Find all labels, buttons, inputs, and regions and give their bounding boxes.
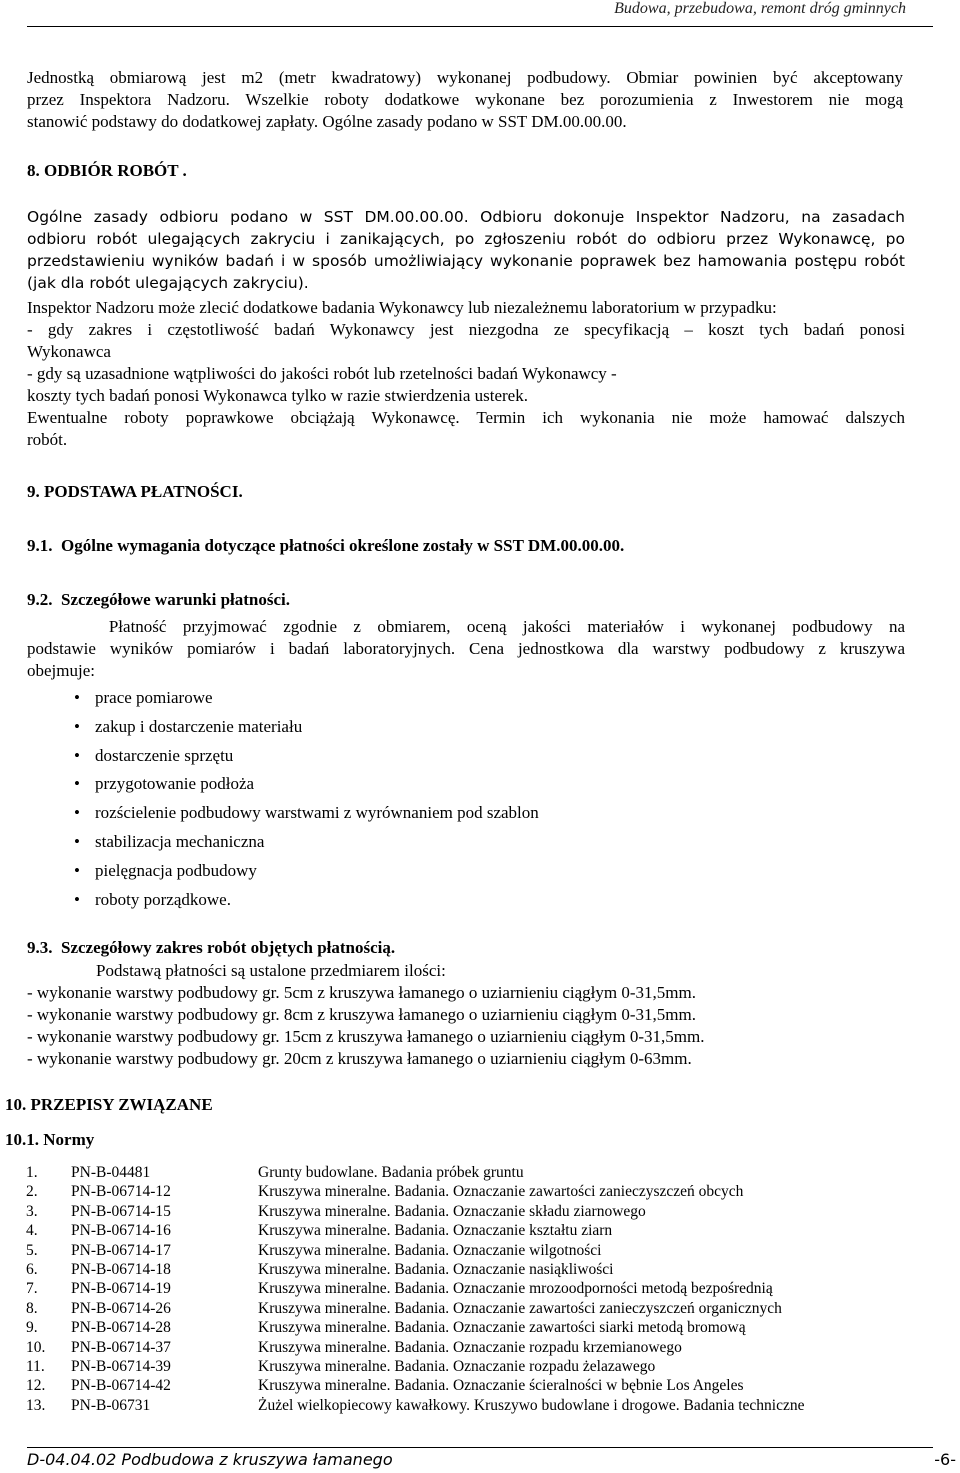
norm-code: PN-B-06714-12 [71, 1183, 171, 1201]
norm-code: PN-B-06731 [71, 1396, 151, 1414]
norm-number: 9. [26, 1319, 38, 1337]
footer-page-number: -6- [934, 1450, 956, 1469]
list-item: • stabilizacja mechaniczna [74, 831, 539, 860]
section-9-3-heading: 9.3. Szczegółowy zakres robót objętych płatnością. [27, 938, 396, 957]
norm-number: 4. [26, 1222, 38, 1240]
section-8-line-1: Ogólne zasady odbioru podano w SST DM.00.00.00. Odbioru dokonuje Inspektor Nadzoru, na zasadach [27, 208, 905, 226]
norm-code: PN-B-06714-16 [71, 1222, 171, 1240]
norm-code: PN-B-06714-39 [71, 1357, 171, 1375]
section-9-1-heading: 9.1. Ogólne wymagania dotyczące płatności określone zostały w SST DM.00.00.00. [27, 536, 625, 555]
norm-number: 12. [26, 1377, 46, 1395]
norm-number: 5. [26, 1241, 38, 1259]
section-9-heading: 9. PODSTAWA PŁATNOŚCI. [27, 482, 243, 501]
norm-number: 10. [26, 1338, 46, 1356]
norm-description: Kruszywa mineralne. Badania. Oznaczanie mrozoodporności metodą bezpośrednią [258, 1280, 773, 1298]
norm-description: Kruszywa mineralne. Badania. Oznaczanie zawartości zanieczyszczeń organicznych [258, 1299, 782, 1317]
section-9-3-item-2: - wykonanie warstwy podbudowy gr. 8cm z kruszywa łamanego o uziarnieniu ciągłym 0-31,5mm. [27, 1005, 696, 1024]
section-9-2-line-3: obejmuje: [27, 661, 95, 680]
section-9-2-line-1: Płatność przyjmować zgodnie z obmiarem, oceną jakości materiałów i wykonanej podbudowy na [27, 617, 905, 636]
norm-description: Żużel wielkopiecowy kawałkowy. Kruszywo budowlane i drogowe. Badania techniczne [258, 1396, 805, 1414]
norm-number: 13. [26, 1396, 46, 1414]
norm-code: PN-B-06714-15 [71, 1202, 171, 1220]
norm-number: 2. [26, 1183, 38, 1201]
norm-description: Kruszywa mineralne. Badania. Oznaczanie składu ziarnowego [258, 1202, 646, 1220]
section-9-3-intro: Podstawą płatności są ustalone przedmiarem ilości: [96, 961, 446, 980]
list-item: • zakup i dostarczenie materiału [74, 716, 539, 745]
footer-document-title: D-04.04.02 Podbudowa z kruszywa łamanego [27, 1450, 393, 1469]
norm-description: Kruszywa mineralne. Badania. Oznaczanie zawartości siarki metodą bromową [258, 1319, 746, 1337]
norm-description: Kruszywa mineralne. Badania. Oznaczanie rozpadu krzemianowego [258, 1338, 682, 1356]
list-item: • roboty porządkowe. [74, 889, 539, 918]
norm-number: 7. [26, 1280, 38, 1298]
payment-scope-list [74, 687, 539, 917]
section-8-heading: 8. ODBIÓR ROBÓT . [27, 161, 187, 180]
page-header-title: Budowa, przebudowa, remont dróg gminnych [614, 0, 906, 17]
norm-code: PN-B-04481 [71, 1164, 151, 1181]
section-8-line-8: - gdy są uzasadnione wątpliwości do jakości robót lub rzetelności badań Wykonawcy - [27, 364, 617, 383]
section-8-line-5: Inspektor Nadzoru może zlecić dodatkowe badania Wykonawcy lub niezależnemu laboratorium w przypadku: [27, 298, 777, 317]
list-item: • dostarczenie sprzętu [74, 745, 539, 774]
footer-divider [27, 1447, 933, 1448]
section-9-3-item-1: - wykonanie warstwy podbudowy gr. 5cm z kruszywa łamanego o uziarnieniu ciągłym 0-31,5mm. [27, 983, 696, 1002]
section-8-line-2: odbioru robót ulegających zakryciu i zanikających, po zgłoszeniu robót do odbioru przez Wykonawcę, po [27, 230, 905, 248]
norm-description: Kruszywa mineralne. Badania. Oznaczanie ścieralności w bębnie Los Angeles [258, 1377, 744, 1395]
list-item: • przygotowanie podłoża [74, 773, 539, 802]
norm-number: 6. [26, 1260, 38, 1278]
list-item: • pielęgnacja podbudowy [74, 860, 539, 889]
section-9-2-heading: 9.2. Szczegółowe warunki płatności. [27, 590, 291, 609]
section-9-2-line-2: podstawie wyników pomiarów i badań laboratoryjnych. Cena jednostkowa dla warstwy podbudowy z kruszywa [27, 639, 905, 658]
norm-code: PN-B-06714-26 [71, 1299, 171, 1317]
section-8-line-11: robót. [27, 430, 68, 449]
list-item: • rozścielenie podbudowy warstwami z wyrównaniem pod szablon [74, 802, 539, 831]
intro-line-3: stanowić podstawy do dodatkowej zapłaty. Ogólne zasady podano w SST DM.00.00.00. [27, 112, 627, 131]
intro-line-1: Jednostką obmiarową jest m2 (metr kwadratowy) wykonanej podbudowy. Obmiar powinien być akceptowany [27, 68, 903, 87]
section-8-line-6: - gdy zakres i częstotliwość badań Wykonawcy jest niezgodna ze specyfikacją – koszt tych badań ponosi [27, 320, 905, 339]
norm-number: 1. [26, 1164, 38, 1181]
section-9-3-item-3: - wykonanie warstwy podbudowy gr. 15cm z kruszywa łamanego o uziarnieniu ciągłym 0-31,5mm. [27, 1027, 705, 1046]
norm-code: PN-B-06714-28 [71, 1319, 171, 1337]
norm-number: 11. [26, 1357, 45, 1375]
norm-description: Kruszywa mineralne. Badania. Oznaczanie zawartości zanieczyszczeń obcych [258, 1183, 744, 1201]
norm-description: Kruszywa mineralne. Badania. Oznaczanie wilgotności [258, 1241, 602, 1259]
section-8-line-4: (jak dla robót ulegających zakryciu). [27, 274, 309, 292]
norm-description: Kruszywa mineralne. Badania. Oznaczanie nasiąkliwości [258, 1260, 614, 1278]
header-divider [27, 26, 933, 27]
norm-code: PN-B-06714-19 [71, 1280, 171, 1298]
norm-code: PN-B-06714-37 [71, 1338, 171, 1356]
norm-code: PN-B-06714-17 [71, 1241, 171, 1259]
intro-line-2: przez Inspektora Nadzoru. Wszelkie roboty dodatkowe wykonane bez porozumienia z Inwestorem nie mogą [27, 90, 903, 109]
norm-description: Kruszywa mineralne. Badania. Oznaczanie rozpadu żelazawego [258, 1357, 656, 1375]
section-8-line-7: Wykonawca [27, 342, 111, 361]
section-8-line-9: koszty tych badań ponosi Wykonawca tylko w razie stwierdzenia usterek. [27, 386, 528, 405]
section-8-line-10: Ewentualne roboty poprawkowe obciążają Wykonawcę. Termin ich wykonania nie może hamować dalszych [27, 408, 905, 427]
list-item: • prace pomiarowe [74, 687, 539, 716]
section-10-1-heading: 10.1. Normy [5, 1130, 95, 1149]
section-8-line-3: przedstawieniu wyników badań i w sposób umożliwiający wykonanie poprawek bez hamowania postępu robót [27, 252, 905, 270]
norm-code: PN-B-06714-42 [71, 1377, 171, 1395]
section-10-heading: 10. PRZEPISY ZWIĄZANE [5, 1095, 213, 1114]
norm-number: 3. [26, 1202, 38, 1220]
norm-code: PN-B-06714-18 [71, 1260, 171, 1278]
norm-description: Grunty budowlane. Badania próbek gruntu [258, 1164, 524, 1181]
section-9-3-item-4: - wykonanie warstwy podbudowy gr. 20cm z kruszywa łamanego o uziarnieniu ciągłym 0-63mm. [27, 1049, 692, 1068]
norm-number: 8. [26, 1299, 38, 1317]
norm-description: Kruszywa mineralne. Badania. Oznaczanie kształtu ziarn [258, 1222, 613, 1240]
